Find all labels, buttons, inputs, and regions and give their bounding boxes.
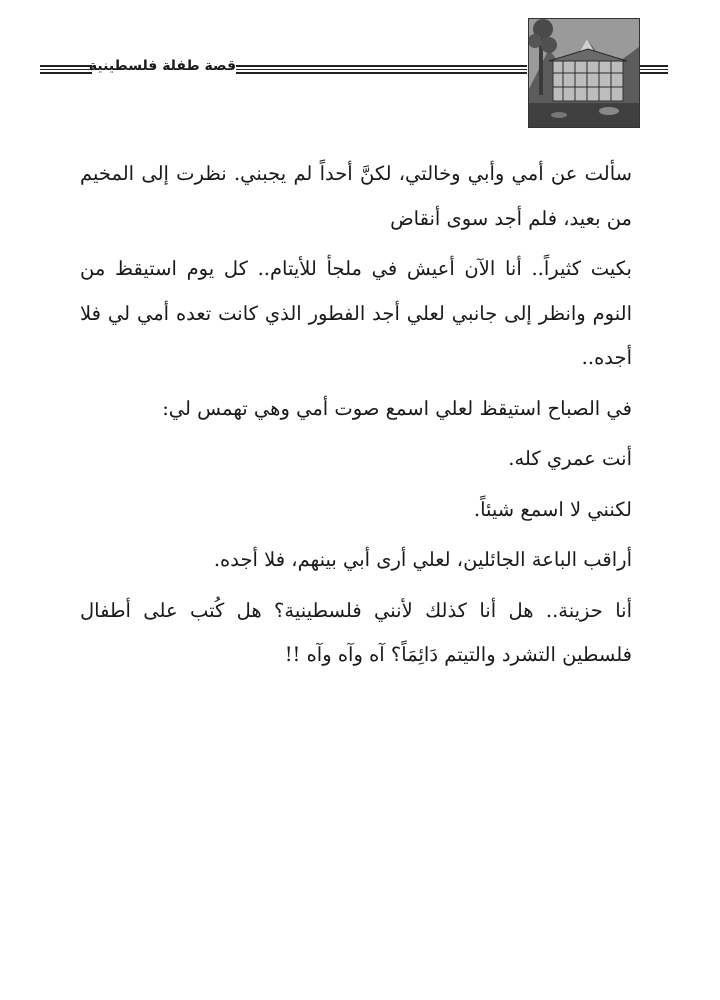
paragraph-7: أنا حزينة.. هل أنا كذلك لأنني فلسطينية؟ هل كُتب على أطفال فلسطين التشرد والتيتم دَائِمَاً؟ آه وآه وآه !! <box>80 598 632 666</box>
paragraph-3: في الصباح استيقظ لعلي اسمع صوت أمي وهي تهمس لي: <box>162 396 632 420</box>
paragraph-4: أنت عمري كله. <box>508 447 632 470</box>
paragraph-6: أراقب الباعة الجائلين، لعلي أرى أبي بينهم، فلا أجده. <box>213 548 632 571</box>
book-title: قصة طفلة فلسطينية <box>88 58 236 74</box>
header-rule-left <box>40 65 92 74</box>
paragraph-5: لكنني لا اسمع شيئاً. <box>473 497 632 521</box>
story-text <box>80 152 638 678</box>
page-header <box>0 0 720 140</box>
paragraph-2: بكيت كثيراً.. أنا الآن أعيش في ملجأ للأيتام.. كل يوم استيقظ من النوم وانظر إلى جانبي لعلي أجد الفطور الذي كانت تعده أمي لي فلا أجده.. <box>80 257 632 369</box>
header-rule-right <box>640 65 668 74</box>
camp-illustration-icon <box>528 18 640 128</box>
header-rule-middle <box>236 65 527 74</box>
paragraph-1: سألت عن أمي وأبي وخالتي، لكنَّ أحداً لم يجبني. نظرت إلى المخيم من بعيد، فلم أجد سوى أنقاض <box>80 162 632 230</box>
